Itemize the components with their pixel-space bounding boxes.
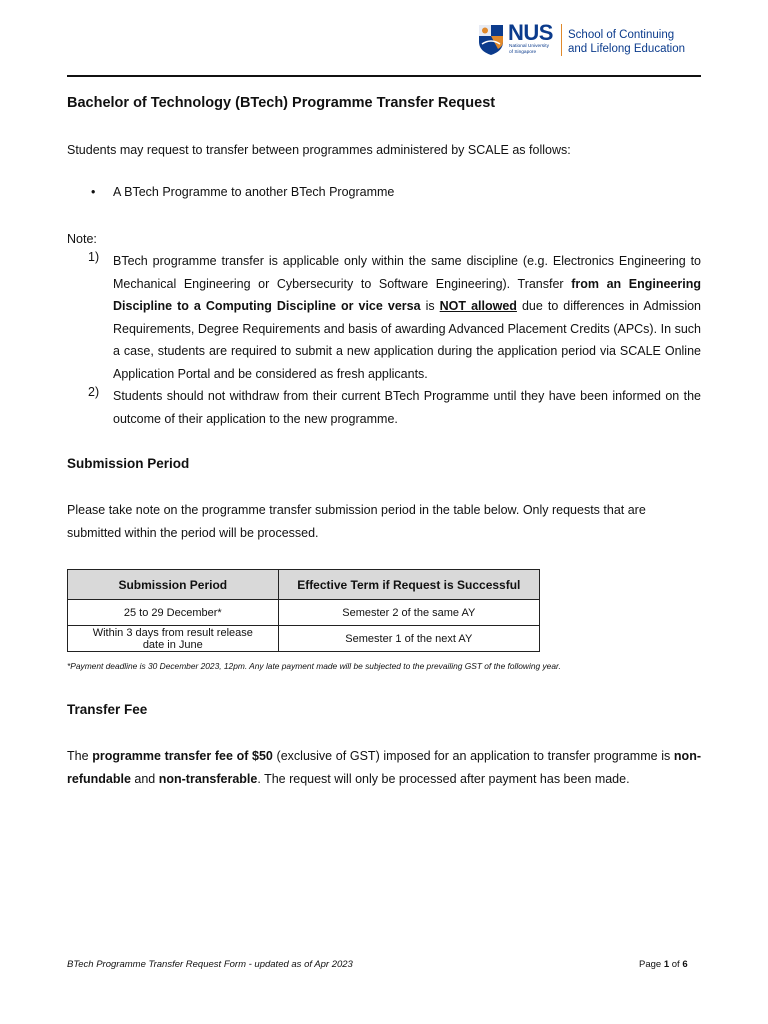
section-heading-fee: Transfer Fee (67, 702, 148, 717)
submission-paragraph: Please take note on the programme transfer submission period in the table below. Only requests that are submitted within the period will be processed. (67, 503, 646, 540)
note-number: 1) (88, 250, 100, 264)
logo-divider (561, 24, 562, 56)
submission-table (67, 569, 540, 652)
table-cell: Semester 2 of the same AY (278, 600, 539, 626)
table-header-cell: Submission Period (68, 570, 279, 600)
page-title: Bachelor of Technology (BTech) Programme Transfer Request (67, 95, 496, 111)
note-label: Note: (67, 232, 97, 246)
school-name: School of Continuing and Lifelong Education (568, 29, 686, 55)
table-cell: Within 3 days from result release date in June (68, 626, 279, 652)
header-rule (67, 75, 701, 77)
footer-form-title: BTech Programme Transfer Request Form - updated as of Apr 2023 (67, 959, 353, 970)
section-heading-submission: Submission Period (67, 456, 190, 471)
table-cell: 25 to 29 December* (68, 600, 279, 626)
nus-wordmark: NUS (508, 20, 553, 45)
note-text: BTech programme transfer is applicable only within the same discipline (e.g. Electronics Engineering to Mechanical Engineering or Cybersecurity to Software Engineering). Transfer from an Engineering Discipline to a Computing Discipline or vice versa is NOT allowed due to differences in Admission Requirements, Degree Requirements and basis of awarding Advanced Placement Credits (APCs). In such a case, students are required to submit a new application during the application period via SCALE Online Application Portal and be considered as fresh applicants. (113, 254, 701, 381)
page-number: Page 1 of 6 (639, 959, 688, 970)
table-header-row (68, 570, 540, 600)
nus-subtitle: National University of Singapore (509, 44, 549, 55)
table-header-cell: Effective Term if Request is Successful (278, 570, 539, 600)
nus-scale-logo (478, 20, 700, 66)
fee-paragraph: The programme transfer fee of $50 (exclusive of GST) imposed for an application to transfer programme is non-refundable and non-transferable. The request will only be processed after payment has been made. (67, 749, 701, 786)
nus-crest-icon (478, 24, 504, 56)
payment-footnote: *Payment deadline is 30 December 2023, 12pm. Any late payment made will be subjected to the prevailing GST of the following year. (67, 661, 561, 671)
table-cell: Semester 1 of the next AY (278, 626, 539, 652)
bullet-icon: • (91, 185, 96, 199)
note-number: 2) (88, 385, 100, 399)
intro-paragraph: Students may request to transfer between programmes administered by SCALE as follows: (67, 143, 571, 157)
not-allowed-emphasis: NOT allowed (439, 299, 517, 313)
table-row (68, 626, 540, 652)
note-text: Students should not withdraw from their current BTech Programme until they have been informed on the outcome of their application to the new programme. (113, 389, 701, 426)
list-item-text: A BTech Programme to another BTech Programme (113, 185, 395, 199)
table-row (68, 600, 540, 626)
